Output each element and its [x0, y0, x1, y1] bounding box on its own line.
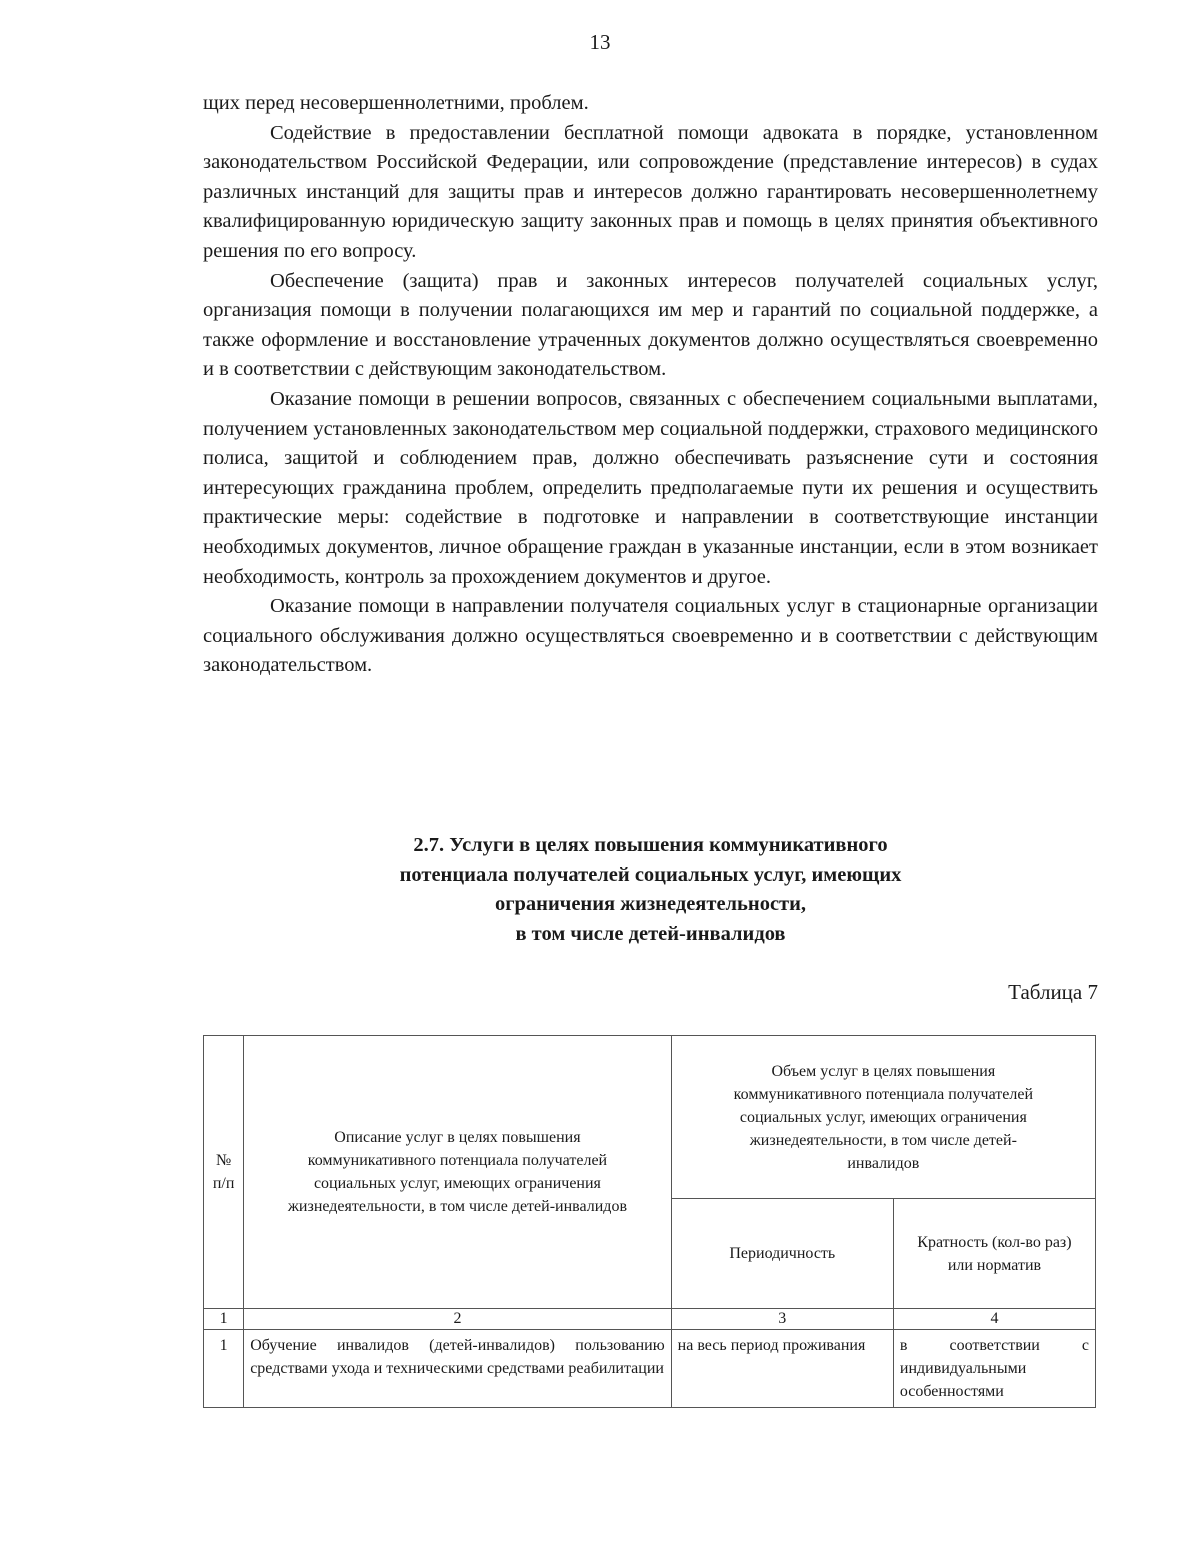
section-heading-line: потенциала получателей социальных услуг, имеющих — [399, 863, 902, 886]
paragraph: Содействие в предоставлении бесплатной помощи адвоката в порядке, установленном законодательством Российской Федерации, или сопровождение (представление интересов) в судах различных инстанций для защиты прав и интересов должно гарантировать несовершеннолетнему квалифицированную юридическую защиту законных прав и помощь в целях принятия объективного решения по его вопросу. — [203, 121, 1098, 262]
column-number: 4 — [893, 1309, 1095, 1330]
paragraph: Оказание помощи в решении вопросов, связанных с обеспечением социальными выплатами, получением установленных законодательством мер социальной поддержки, страхового медицинского полиса, защитой и соблюдением прав, должно обеспечивать разъяснение сути и состояния интересующих гражданина проблем, определить предполагаемые пути их решения и осуществить практические меры: содействие в подготовке и направлении в соответствующие инстанции необходимых документов, личное обращение граждан в указанные инстанции, если в этом возникает необходимость, контроль за прохождением документов и другое. — [203, 387, 1098, 588]
row-num: 1 — [204, 1330, 244, 1408]
row-frequency: в соответствии с индивидуальными особенностями — [893, 1330, 1095, 1408]
table-caption: Таблица 7 — [1008, 980, 1098, 1004]
page-number: 13 — [589, 30, 611, 54]
services-table — [203, 1035, 1096, 1408]
body-text — [203, 89, 1098, 681]
header-periodicity: Периодичность — [671, 1199, 893, 1309]
table-header-row — [204, 1036, 1096, 1199]
column-number-row — [204, 1309, 1096, 1330]
row-description: Обучение инвалидов (детей-инвалидов) пользованию средствами ухода и техническими средствами реабилитации — [244, 1330, 671, 1408]
section-heading — [203, 831, 1098, 949]
section-heading-line: в том числе детей-инвалидов — [515, 922, 786, 945]
row-periodicity: на весь период проживания — [671, 1330, 893, 1408]
section-heading-line: ограничения жизнедеятельности, — [494, 893, 807, 915]
paragraph: Обеспечение (защита) прав и законных интересов получателей социальных услуг, организация помощи в получении полагающихся им мер и гарантий по социальной поддержке, а также оформление и восстановление утраченных документов должно осуществляться своевременно и в соответствии с действующим законодательством. — [203, 269, 1098, 381]
header-description: Описание услуг в целях повышения коммуникативного потенциала получателей социальных услуг, имеющих ограничения жизнедеятельности, в том числе детей-инвалидов — [244, 1036, 671, 1309]
header-num: № п/п — [204, 1036, 244, 1309]
header-volume: Объем услуг в целях повышения коммуникативного потенциала получателей социальных услуг, имеющих ограничения жизнедеятельности, в том числе детей-инвалидов — [671, 1036, 1095, 1199]
paragraph: Оказание помощи в направлении получателя социальных услуг в стационарные организации социального обслуживания должно осуществляться своевременно и в соответствии с действующим законодательством. — [203, 595, 1098, 677]
column-number: 3 — [671, 1309, 893, 1330]
column-number: 2 — [244, 1309, 671, 1330]
table-row — [204, 1330, 1096, 1408]
section-heading-line: 2.7. Услуги в целях повышения коммуникативного — [413, 834, 888, 856]
paragraph: щих перед несовершеннолетними, проблем. — [203, 92, 589, 114]
header-frequency: Кратность (кол-во раз) или норматив — [893, 1199, 1095, 1309]
column-number: 1 — [204, 1309, 244, 1330]
